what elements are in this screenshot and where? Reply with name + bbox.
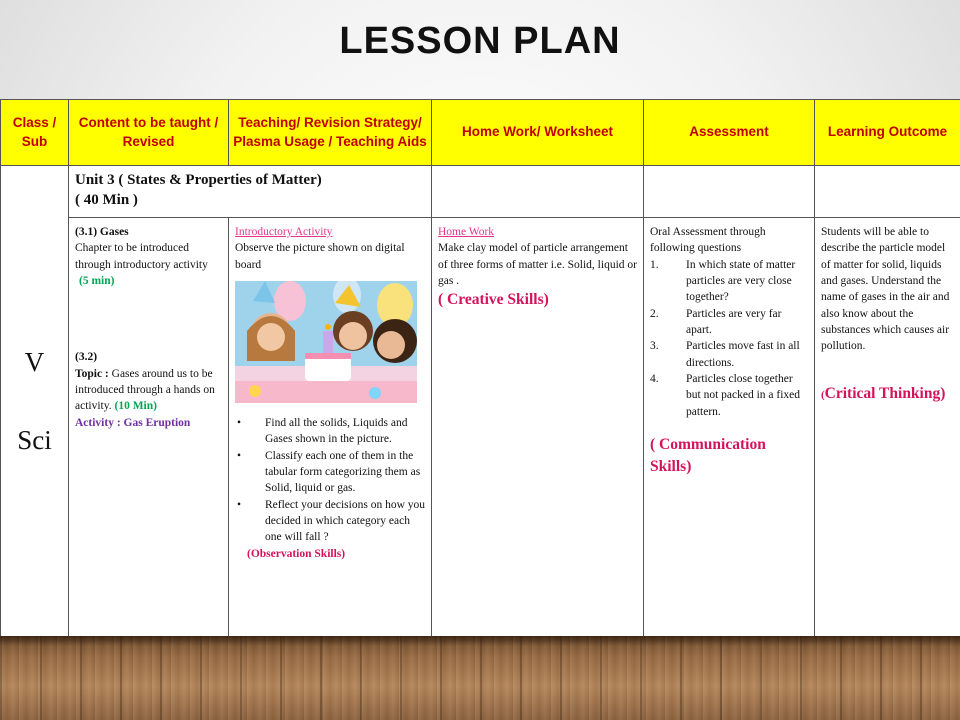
- intro-activity-heading: Introductory Activity: [235, 226, 333, 238]
- section-3-2-topic: [75, 366, 222, 415]
- list-item: [650, 371, 808, 420]
- skill-label: Critical Thinking): [824, 384, 946, 402]
- list-item: [650, 338, 808, 371]
- topic-label: Topic :: [75, 367, 109, 380]
- list-item: • Classify each one of them in the tabular form categorizing them as Solid, liquid or gas.: [235, 448, 425, 497]
- section-3-1-text: Chapter to be introduced through introductory activity: [75, 242, 208, 271]
- header-content: Content to be taught / Revised: [69, 100, 229, 166]
- page-title: LESSON PLAN: [339, 20, 621, 62]
- list-item: • Find all the solids, Liquids and Gases shown in the picture.: [235, 415, 425, 448]
- observation-skill: (Observation Skills): [247, 547, 346, 560]
- strategy-bullet-list: [235, 415, 425, 546]
- unit-empty-homework: [432, 166, 644, 218]
- homework-heading: Home Work: [438, 226, 495, 238]
- section-3-2-number: (3.2): [75, 351, 98, 364]
- topic-text: Gases around us to be introduced through a hands on activity.: [75, 367, 215, 413]
- creative-skill: ( Creative Skills): [438, 291, 549, 309]
- header-assessment: Assessment: [644, 100, 815, 166]
- homework-text: Make clay model of particle arrangement of three forms of matter i.e. Solid, liquid or gas .: [438, 242, 637, 287]
- unit-duration: ( 40 Min ): [75, 191, 138, 208]
- lesson-plan-table: [0, 99, 960, 637]
- class-sub-cell: [1, 166, 69, 637]
- assessment-intro: Oral Assessment through following questions: [650, 226, 766, 255]
- section-3-1-time: (5 min): [79, 274, 115, 287]
- question-number: 2.: [650, 307, 659, 320]
- header-row: [1, 100, 960, 166]
- assessment-question-list: [650, 257, 808, 420]
- unit-empty-outcome: [815, 166, 960, 218]
- question-number: 1.: [650, 258, 659, 271]
- question-text: In which state of matter particles are very close together?: [686, 258, 796, 304]
- homework-cell: [432, 218, 644, 637]
- list-item: [650, 306, 808, 339]
- question-text: Particles move fast in all directions.: [686, 340, 800, 369]
- critical-thinking-skill: [821, 383, 954, 405]
- unit-title: Unit 3 ( States & Properties of Matter): [75, 172, 322, 188]
- list-item: [650, 257, 808, 306]
- intro-activity-text: Observe the picture shown on digital board: [235, 242, 405, 271]
- section-3-2-time: (10 Min): [114, 400, 157, 413]
- question-number: 3.: [650, 340, 659, 353]
- question-number: 4.: [650, 372, 659, 385]
- activity-label: Activity : Gas Eruption: [75, 416, 191, 429]
- outcome-text: Students will be able to describe the particle model of matter for solid, liquids and gases. Understand the name of gases in the air and also know about the substances which causes air pollution.: [821, 226, 950, 353]
- section-3-1-title: (3.1) Gases: [75, 226, 129, 238]
- header-strategy: Teaching/ Revision Strategy/ Plasma Usage / Teaching Aids: [229, 100, 432, 166]
- question-text: Particles are very far apart.: [686, 307, 782, 336]
- wooden-floor: [0, 636, 960, 720]
- header-homework: Home Work/ Worksheet: [432, 100, 644, 166]
- assessment-cell: [644, 218, 815, 637]
- skill-open-paren: (: [821, 388, 825, 401]
- list-item: • Reflect your decisions on how you decided in which category each one will fall ?: [235, 497, 425, 546]
- communication-skill: ( Communication Skills): [650, 435, 766, 476]
- subject-value: Sci: [17, 425, 52, 455]
- content-cell: [69, 218, 229, 637]
- header-class-sub: Class / Sub: [1, 100, 69, 166]
- unit-cell: [69, 166, 432, 218]
- unit-row: [1, 166, 960, 218]
- content-row: [1, 218, 960, 637]
- strategy-cell: [229, 218, 432, 637]
- outcome-cell: [815, 218, 960, 637]
- unit-empty-assessment: [644, 166, 815, 218]
- question-text: Particles close together but not packed in a fixed pattern.: [686, 372, 801, 418]
- children-birthday-party-photo: [235, 281, 417, 403]
- header-outcome: Learning Outcome: [815, 100, 960, 166]
- class-value: V: [24, 346, 45, 377]
